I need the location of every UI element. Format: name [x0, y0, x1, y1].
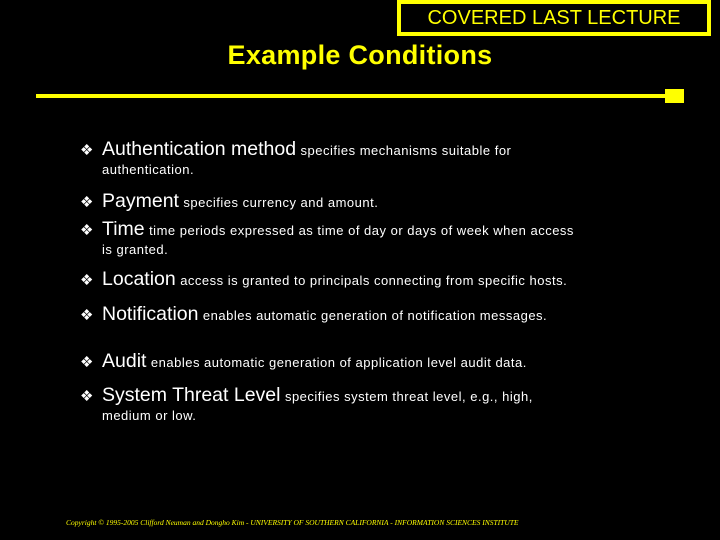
item-lead: Payment [102, 190, 179, 212]
item-description: enables automatic generation of application level audit data. [150, 355, 527, 370]
item-description: specifies mechanisms suitable for [300, 143, 512, 158]
list-item-audit [80, 350, 680, 373]
list-item-location [80, 268, 680, 291]
item-description: time periods expressed as time of day or days of week when access [149, 223, 574, 238]
item-lead: Authentication method [102, 138, 297, 160]
item-continuation: medium or low. [102, 408, 197, 423]
title-rule-end-block [665, 89, 684, 103]
item-description: access is granted to principals connecting from specific hosts. [180, 273, 568, 288]
list-item-authentication [80, 138, 680, 177]
item-continuation: authentication. [102, 162, 195, 177]
covered-last-lecture-badge: COVERED LAST LECTURE [397, 0, 711, 36]
slide-title: Example Conditions [227, 40, 493, 70]
item-lead: Time [102, 218, 145, 240]
bullet-diamond-icon: ❖ [80, 222, 94, 239]
bullet-diamond-icon: ❖ [80, 142, 94, 159]
title-rule-line [36, 94, 671, 98]
item-continuation: is granted. [102, 242, 169, 257]
list-item-time [80, 218, 680, 257]
bullet-diamond-icon: ❖ [80, 194, 94, 211]
bullet-diamond-icon: ❖ [80, 272, 94, 289]
item-lead: Notification [102, 303, 199, 325]
item-description: specifies system threat level, e.g., high, [284, 389, 533, 404]
list-item-notification [80, 303, 680, 326]
item-lead: Audit [102, 350, 147, 372]
bullet-diamond-icon: ❖ [80, 388, 94, 405]
list-item-system-threat-level [80, 384, 680, 423]
item-description: specifies currency and amount. [183, 195, 379, 210]
copyright-footer: Copyright © 1995-2005 Clifford Neuman and Dongho Kim - UNIVERSITY OF SOUTHERN CALIFORNIA - INFORMATION SCIENCES INSTITUTE [66, 518, 519, 527]
item-description: enables automatic generation of notification messages. [202, 308, 548, 323]
item-lead: System Threat Level [102, 384, 281, 406]
item-lead: Location [102, 268, 176, 290]
bullet-diamond-icon: ❖ [80, 307, 94, 324]
bullet-diamond-icon: ❖ [80, 354, 94, 371]
list-item-payment [80, 190, 680, 213]
